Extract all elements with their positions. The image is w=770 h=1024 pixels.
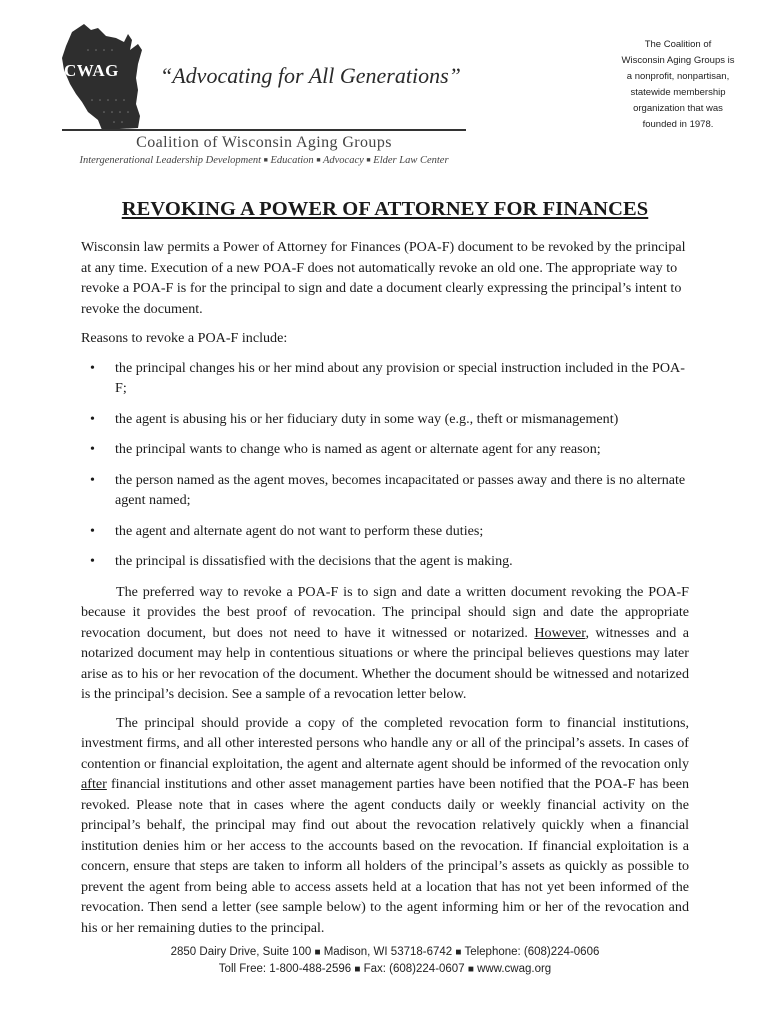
header-divider bbox=[62, 129, 466, 131]
square-separator-icon: ■ bbox=[467, 964, 474, 975]
program-item: Intergenerational Leadership Development bbox=[79, 155, 262, 166]
footer-website-link[interactable]: www.cwag.org bbox=[477, 963, 552, 975]
bullet-icon: • bbox=[90, 522, 95, 539]
list-item: • the principal is dissatisfied with the decisions that the agent is making. bbox=[81, 551, 689, 572]
square-separator-icon: ■ bbox=[366, 156, 371, 164]
about-line: Wisconsin Aging Groups is bbox=[621, 55, 735, 66]
about-line: The Coalition of bbox=[644, 39, 712, 50]
list-item: • the agent and alternate agent do not want to perform these duties; bbox=[81, 521, 689, 542]
footer-line-address bbox=[0, 944, 770, 961]
footer-contact bbox=[0, 944, 770, 978]
square-separator-icon: ■ bbox=[455, 947, 462, 958]
about-line: statewide membership bbox=[630, 87, 726, 98]
reasons-list bbox=[81, 358, 689, 572]
about-line: organization that was bbox=[633, 103, 723, 114]
program-item: Elder Law Center bbox=[373, 155, 449, 166]
footer-toll-free: Toll Free: 1-800-488-2596 bbox=[218, 963, 352, 975]
underlined-however: However bbox=[534, 624, 586, 641]
list-item: • the principal changes his or her mind about any provision or special instruction included in the POA-F; bbox=[90, 359, 685, 396]
list-item: • the principal wants to change who is named as agent or alternate agent for any reason; bbox=[81, 439, 689, 460]
footer-line-contact bbox=[0, 961, 770, 978]
about-line: founded in 1978. bbox=[642, 119, 714, 130]
bullet-icon: • bbox=[90, 553, 95, 569]
bullet-icon: • bbox=[90, 471, 95, 488]
square-separator-icon: ■ bbox=[354, 964, 361, 975]
provide-copy-paragraph: The principal should provide a copy of the completed revocation form to financial institutions, investment firms, and all other interested persons who handle any or all of the principal’s assets. In cases of contention or financial exploitation, the agent and alternate agent should be informed of the revocation only after financial institutions and other asset management parties have been notified that the POA-F has been revoked. Please note that in cases where the agent conducts daily or weekly financial activity on the principal’s behalf, the principal may find out about the revocation relatively quickly when a financial institution denies him or her access to the accounts based on the revocation. If financial exploitation is a concern, ensure that steps are taken to inform all holders of the principal’s assets as quickly as possible to prevent the agent from being able to access assets held at a location that has not yet been informed of the revocation. Then send a letter (see sample below) to the agent informing him or her of the revocation and his or her remaining duties to the principal. bbox=[81, 714, 689, 936]
reasons-lead: Reasons to revoke a POA-F include: bbox=[81, 330, 288, 346]
document-title: REVOKING A POWER OF ATTORNEY FOR FINANCES bbox=[121, 198, 649, 220]
list-item: • the person named as the agent moves, becomes incapacitated or passes away and there is no alternate agent named; bbox=[90, 471, 686, 508]
about-blurb bbox=[610, 37, 746, 133]
bullet-icon: • bbox=[90, 441, 95, 457]
about-line: a nonprofit, nonpartisan, bbox=[626, 71, 730, 82]
square-separator-icon: ■ bbox=[314, 947, 321, 958]
organization-name: Coalition of Wisconsin Aging Groups bbox=[136, 134, 392, 151]
footer-city: Madison, WI 53718-6742 bbox=[323, 946, 453, 958]
square-separator-icon: ■ bbox=[316, 156, 321, 164]
list-item: • the agent is abusing his or her fiduciary duty in some way (e.g., theft or mismanagement) bbox=[81, 409, 689, 430]
bullet-icon: • bbox=[90, 359, 95, 376]
intro-paragraph: Wisconsin law permits a Power of Attorney for Finances (POA-F) document to be revoked by the principal at any time. Execution of a new POA-F does not automatically revoke an old one. The appropriate way to revoke a POA-F is for the principal to sign and date a document clearly expressing the principal’s intent to revoke the document. bbox=[81, 239, 686, 317]
bullet-icon: • bbox=[90, 410, 95, 427]
program-item: Advocacy bbox=[322, 155, 364, 166]
footer-address: 2850 Dairy Drive, Suite 100 bbox=[170, 946, 312, 958]
footer-fax: Fax: (608)224-0607 bbox=[363, 963, 465, 975]
slogan: “Advocating for All Generations” bbox=[160, 63, 461, 88]
document-body bbox=[81, 237, 689, 938]
underlined-after: after bbox=[81, 776, 107, 792]
square-separator-icon: ■ bbox=[263, 156, 268, 164]
program-item: Education bbox=[270, 155, 314, 166]
preferred-way-paragraph: The preferred way to revoke a POA-F is to sign and date a written document revoking the POA-F because it provides the best proof of revocation. The principal should sign and date the appropriate revocation document, but does not need to have it witnessed or notarized. However, witnesses and a notarized document may help in contentious situations or where the principal believes questions may later arise as to his or her revocation of the document. Whether the document should be witnessed and notarized is the principal’s decision. See a sample of a revocation letter below. bbox=[81, 583, 689, 702]
logo-text: CWAG bbox=[64, 61, 119, 80]
programs-line bbox=[62, 155, 466, 166]
footer-telephone: Telephone: (608)224-0606 bbox=[464, 946, 600, 958]
